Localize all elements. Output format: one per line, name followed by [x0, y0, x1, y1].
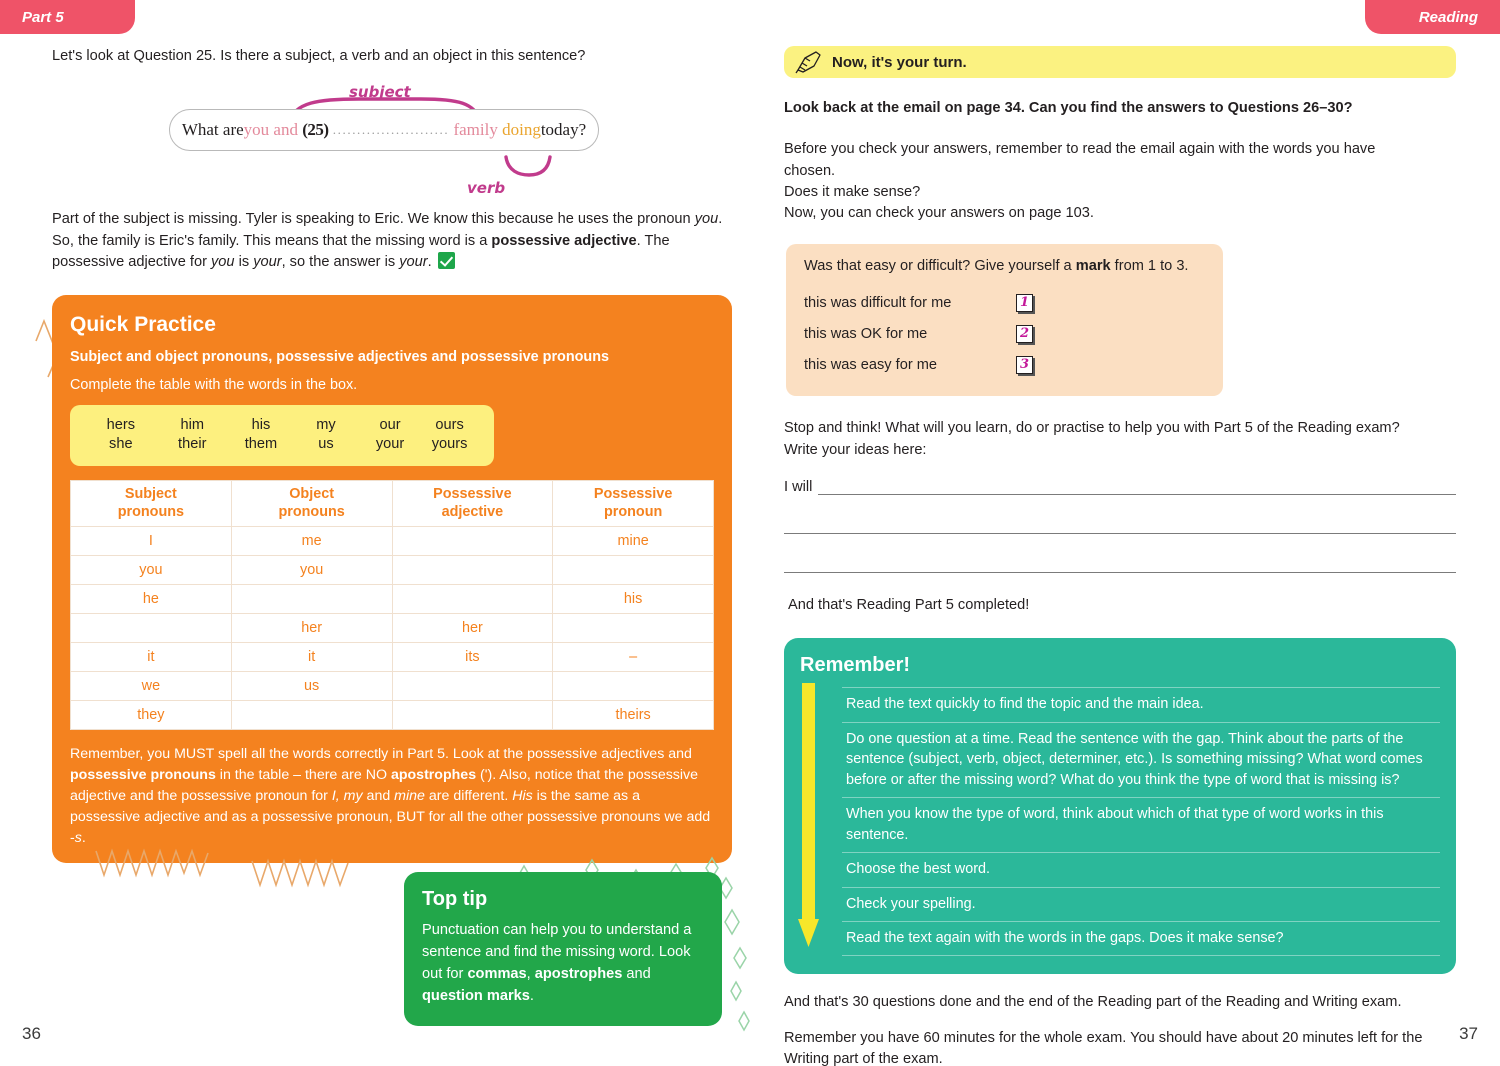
annotation-verb: verb	[467, 179, 506, 198]
table-cell[interactable]	[392, 672, 553, 701]
note-text-6: is the same as a possessive adjective and as a possessive pronoun, BUT for all the other possessive pronouns we add -	[70, 787, 711, 846]
word-bank-word: them	[244, 436, 278, 453]
note-italic-his: His	[512, 787, 533, 804]
word-bank-word: yours	[431, 436, 468, 453]
word-bank	[70, 405, 494, 466]
table-cell[interactable]: it	[71, 643, 232, 672]
down-arrow-icon	[798, 683, 822, 951]
table-cell[interactable]: her	[392, 614, 553, 643]
table-cell[interactable]: it	[231, 643, 392, 672]
checkmark-icon	[438, 252, 455, 269]
sentence-diagram	[52, 83, 732, 205]
top-tip-bold-apostrophes: apostrophes	[534, 965, 623, 982]
pronoun-table-header	[553, 481, 714, 527]
example-sentence-box	[169, 109, 599, 151]
explanation-text-2: . So, the family is Eric's family. This means that the missing word is a	[52, 211, 723, 249]
quick-practice-subtitle: Subject and object pronouns, possessive adjectives and possessive pronouns	[70, 349, 610, 366]
intro-paragraph: Let's look at Question 25. Is there a subject, a verb and an object in this sentence?	[52, 48, 586, 64]
word-bank-word: hers	[106, 417, 135, 434]
table-cell[interactable]: you	[71, 556, 232, 585]
table-cell[interactable]	[71, 614, 232, 643]
note-text-1: Remember, you MUST spell all the words correctly in Part 5. Look at the possessive adjectives and	[70, 746, 692, 763]
explanation-text-5: , so the answer is	[281, 253, 400, 270]
table-row	[71, 672, 714, 701]
quick-practice-panel	[52, 295, 732, 862]
word-bank-word: my	[316, 417, 336, 434]
pointing-hand-icon	[794, 49, 824, 75]
annotation-subject: subject	[349, 83, 411, 102]
self-assessment-row	[804, 287, 1205, 318]
table-cell[interactable]	[553, 672, 714, 701]
part-5-completed-text: And that's Reading Part 5 completed!	[788, 597, 1030, 614]
top-tip-title: Top tip	[422, 888, 488, 910]
self-assessment-label: this was difficult for me	[804, 294, 952, 311]
table-cell[interactable]: theirs	[553, 701, 714, 730]
header-line-1: Subject	[124, 486, 177, 503]
table-row	[71, 643, 714, 672]
check-answers-line-1: Before you check your answers, remember to read the email again with the words you have	[784, 141, 1376, 158]
note-text-4: and	[362, 787, 395, 804]
list-item: Choose the best word.	[842, 853, 1440, 887]
top-tip-text-1: Punctuation can help you to understand a sentence and find the missing word. Look out for	[422, 922, 692, 982]
quick-practice-title: Quick Practice	[70, 313, 216, 337]
self-assessment-question-text-2: from 1 to 3.	[1110, 258, 1189, 275]
header-line-2: pronouns	[278, 503, 345, 520]
word-bank-row-1	[86, 417, 478, 433]
top-tip-text-4: .	[529, 987, 534, 1004]
answer-write-line[interactable]	[818, 482, 1456, 495]
sentence-gap: ........................	[332, 122, 450, 138]
table-cell[interactable]: I	[71, 527, 232, 556]
top-tip-text-2: ,	[526, 965, 535, 982]
top-tip-bold-question-marks: question marks	[422, 987, 530, 1004]
answer-write-line[interactable]	[784, 533, 1456, 534]
reflection-line-1: Stop and think! What will you learn, do or practise to help you with Part 5 of the Reading exam?	[784, 420, 1400, 437]
pronoun-table-header	[231, 481, 392, 527]
self-assessment-question-text-1: Was that easy or difficult? Give yourself a	[804, 258, 1076, 275]
table-row	[71, 701, 714, 730]
word-bank-row-2	[86, 436, 478, 452]
header-line-1: Possessive	[433, 486, 512, 503]
word-bank-word: she	[109, 436, 133, 453]
explanation-bold-possessive-adjective: possessive adjective	[491, 232, 637, 249]
sentence-part2: today?	[540, 120, 587, 140]
list-item: Read the text again with the words in the gaps. Does it make sense?	[842, 922, 1440, 956]
quick-practice-instruction: Complete the table with the words in the box.	[70, 377, 358, 394]
table-cell[interactable]: he	[71, 585, 232, 614]
list-item: Check your spelling.	[842, 888, 1440, 922]
tab-reading-label: Reading	[1418, 8, 1478, 26]
tab-part-5	[0, 0, 135, 34]
list-item: When you know the type of word, think about which of that type of word works in this sentence.	[842, 798, 1440, 853]
self-assessment-label: this was OK for me	[804, 325, 928, 342]
explanation-italic-you: you	[694, 211, 719, 228]
table-cell[interactable]	[231, 585, 392, 614]
table-cell[interactable]: mine	[553, 527, 714, 556]
header-line-1: Object	[289, 486, 335, 503]
explanation-italic-you-2: you	[211, 253, 235, 270]
explanation-text-1: Part of the subject is missing. Tyler is speaking to Eric. We know this because he uses the pronoun	[52, 211, 695, 228]
top-tip-panel	[404, 872, 722, 1026]
answer-write-line[interactable]	[784, 572, 1456, 573]
table-cell[interactable]	[553, 614, 714, 643]
word-bank-word: their	[178, 436, 207, 453]
self-assessment-question	[804, 258, 1205, 274]
note-text-2: in the table – there are NO	[215, 767, 391, 784]
pronoun-table-header	[71, 481, 232, 527]
your-turn-banner	[784, 46, 1456, 78]
check-answers-line-2: chosen.	[784, 162, 836, 179]
word-bank-word: him	[180, 417, 204, 434]
word-bank-word: our	[379, 417, 401, 434]
self-assessment-label: this was easy for me	[804, 356, 938, 373]
explanation-paragraph	[52, 209, 732, 273]
top-tip-body	[422, 920, 704, 1008]
sentence-highlight-doing: doing	[502, 120, 541, 140]
note-text-7: .	[81, 829, 86, 846]
note-bold-apostrophes: apostrophes	[390, 767, 477, 784]
quick-practice-note	[70, 744, 714, 848]
check-answers-line-4: Now, you can check your answers on page 103.	[784, 205, 1094, 222]
sentence-question-number: (25)	[302, 120, 329, 140]
note-bold-possessive-pronouns: possessive pronouns	[70, 767, 216, 784]
table-cell[interactable]	[392, 556, 553, 585]
table-cell[interactable]: we	[71, 672, 232, 701]
table-row	[71, 556, 714, 585]
table-row	[71, 527, 714, 556]
your-turn-banner-text: Now, it's your turn.	[832, 53, 967, 71]
explanation-text-6: .	[427, 253, 432, 270]
table-cell[interactable]	[553, 556, 714, 585]
top-tip-bold-commas: commas	[467, 965, 527, 982]
header-line-1: Possessive	[593, 486, 673, 503]
word-bank-word: us	[318, 436, 334, 453]
note-italic-i-my: I, my	[331, 787, 363, 804]
remember-list	[842, 687, 1440, 956]
page-number-left: 36	[22, 1024, 41, 1043]
page-number-right: 37	[1459, 1024, 1478, 1043]
right-page-column	[784, 46, 1456, 1066]
table-cell[interactable]: his	[553, 585, 714, 614]
header-line-2: pronoun	[603, 503, 663, 520]
note-text-5: are different.	[424, 787, 513, 804]
self-assessment-row	[804, 318, 1205, 349]
table-cell[interactable]: us	[231, 672, 392, 701]
top-tip-text-3: and	[622, 965, 651, 982]
self-assessment-bold-mark: mark	[1075, 258, 1111, 275]
mark-box-3[interactable]: 3	[1016, 356, 1033, 374]
table-cell[interactable]: its	[392, 643, 553, 672]
table-cell[interactable]: me	[231, 527, 392, 556]
self-assessment-row	[804, 349, 1205, 380]
i-will-label: I will	[784, 479, 813, 496]
table-cell[interactable]: her	[231, 614, 392, 643]
top-tip-wrapper	[404, 872, 734, 1026]
remember-title: Remember!	[800, 654, 911, 677]
sentence-highlight-you-and: you and	[243, 120, 298, 140]
answer-line-row-1	[784, 479, 1456, 495]
quick-practice-wrapper	[52, 295, 732, 862]
note-text-3: ('). Also, notice that the possessive adjective and the possessive pronoun for	[70, 767, 699, 804]
pronoun-table-header	[392, 481, 553, 527]
table-row	[71, 614, 714, 643]
right-heading: Look back at the email on page 34. Can you find the answers to Questions 26–30?	[784, 100, 1353, 116]
sentence-highlight-family: family	[453, 120, 498, 140]
reflection-prompt	[784, 418, 1456, 461]
word-bank-word: ours	[435, 417, 464, 434]
closing-paragraph-2: Remember you have 60 minutes for the whole exam. You should have about 20 minutes left for the Writing part of the exam.	[784, 1029, 1423, 1066]
header-line-2: pronouns	[117, 503, 185, 520]
list-item: Do one question at a time. Read the sentence with the gap. Think about the parts of the sentence (subject, verb, object, determiner, etc.). Is something missing? What word comes before or after the missing word? What do you think the type of word that is missing is?	[842, 723, 1440, 798]
table-cell[interactable]: you	[231, 556, 392, 585]
table-cell[interactable]: –	[553, 643, 714, 672]
pronoun-table	[70, 480, 714, 730]
tab-part-5-label: Part 5	[22, 8, 64, 26]
word-bank-word: his	[251, 417, 271, 434]
table-row	[71, 585, 714, 614]
self-assessment-box	[786, 244, 1223, 396]
explanation-text-4: is	[234, 253, 254, 270]
explanation-italic-your: your	[253, 253, 282, 270]
note-italic-s: s	[74, 829, 82, 846]
check-answers-paragraph	[784, 139, 1456, 224]
list-item: Read the text quickly to find the topic and the main idea.	[842, 687, 1440, 722]
check-answers-line-3: Does it make sense?	[784, 183, 921, 200]
word-bank-word: your	[375, 436, 405, 453]
mark-box-1[interactable]: 1	[1016, 294, 1033, 312]
remember-panel	[784, 638, 1456, 974]
explanation-text-3: . The possessive adjective for	[52, 232, 670, 270]
pronoun-table-header-row	[71, 481, 714, 527]
closing-paragraph-1: And that's 30 questions done and the end of the Reading part of the Reading and Writing exam.	[784, 994, 1402, 1011]
explanation-italic-your-2: your	[399, 253, 428, 270]
sentence-part1: What are	[181, 120, 244, 140]
table-cell[interactable]: they	[71, 701, 232, 730]
reflection-line-2: Write your ideas here:	[784, 441, 927, 458]
mark-box-2[interactable]: 2	[1016, 325, 1033, 343]
table-cell[interactable]	[392, 701, 553, 730]
table-cell[interactable]	[392, 585, 553, 614]
table-cell[interactable]	[392, 527, 553, 556]
tab-reading	[1365, 0, 1500, 34]
table-cell[interactable]	[231, 701, 392, 730]
note-italic-mine: mine	[394, 787, 425, 804]
left-page-column	[52, 46, 732, 1004]
header-line-2: adjective	[441, 503, 504, 520]
